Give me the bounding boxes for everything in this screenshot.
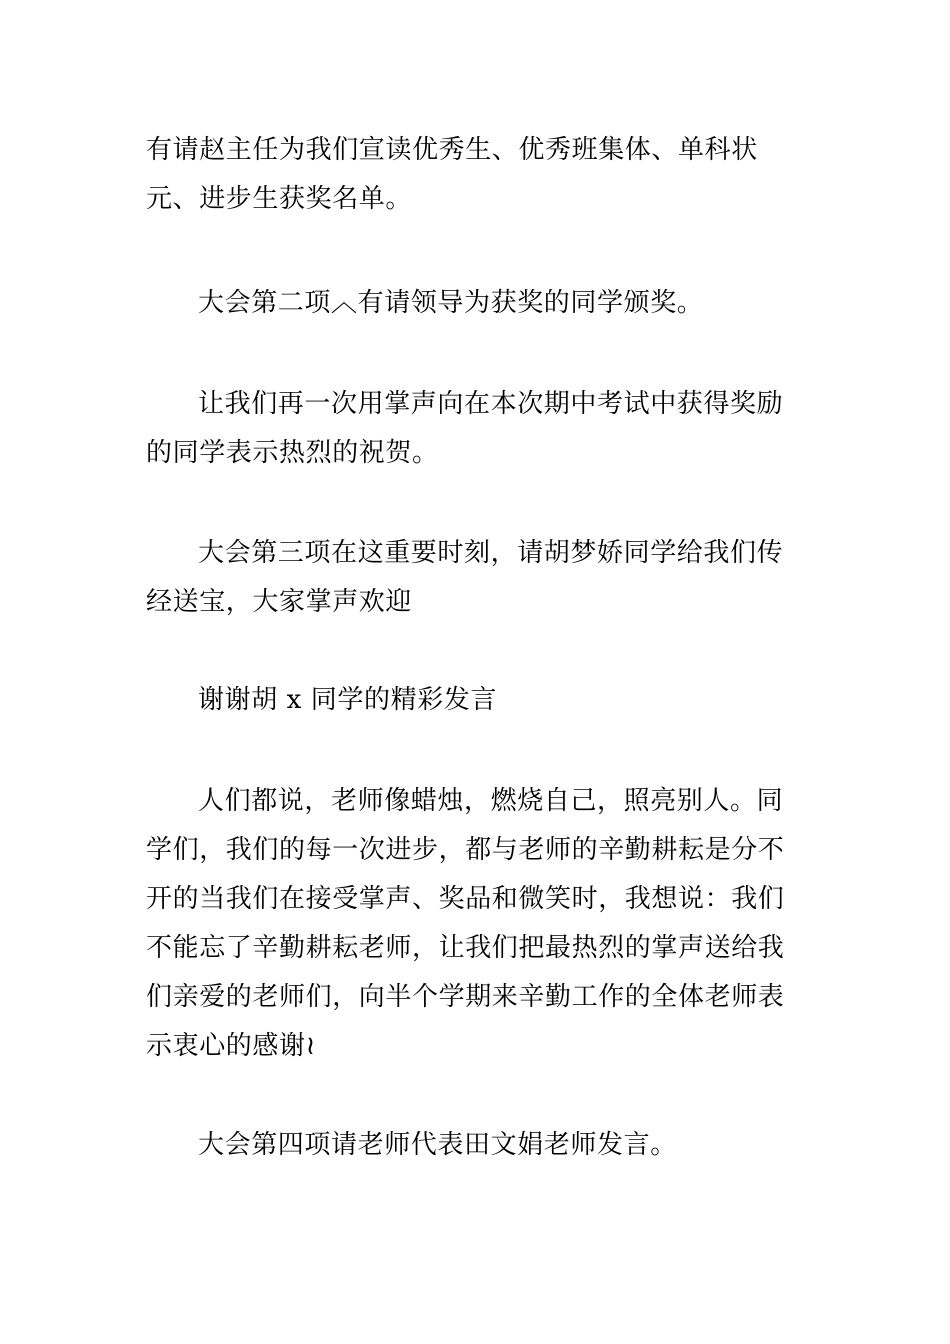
paragraph-thank-teachers: 人们都说，老师像蜡烛，燃烧自己，照亮别人。同学们，我们的每一次进步，都与老师的辛勤耕耘是分不开的当我们在接受掌声、奖品和微笑时，我想说：我们不能忘了辛勤耕耘老师，让我们把最热烈的掌声送给我们亲爱的老师们，向半个学期来辛勤工作的全体老师表示衷心的感谢≀ [146, 786, 785, 1061]
paragraph-award-list: 有请赵主任为我们宣读优秀生、优秀班集体、单科状元、进步生获奖名单。 [146, 135, 758, 214]
paragraph-item-three: 大会第三项在这重要时刻，请胡梦娇同学给我们传经送宝，大家掌声欢迎 [146, 538, 784, 617]
paragraph-item-two: 大会第二项︿有请领导为获奖的同学颁奖。 [198, 288, 704, 318]
paragraph-thanks-speech: 谢谢胡 x 同学的精彩发言 [198, 685, 497, 715]
paragraph-congratulations: 让我们再一次用掌声向在本次期中考试中获得奖励的同学表示热烈的祝贺。 [146, 389, 784, 468]
paragraph-item-four: 大会第四项请老师代表田文娟老师发言。 [198, 1130, 677, 1160]
